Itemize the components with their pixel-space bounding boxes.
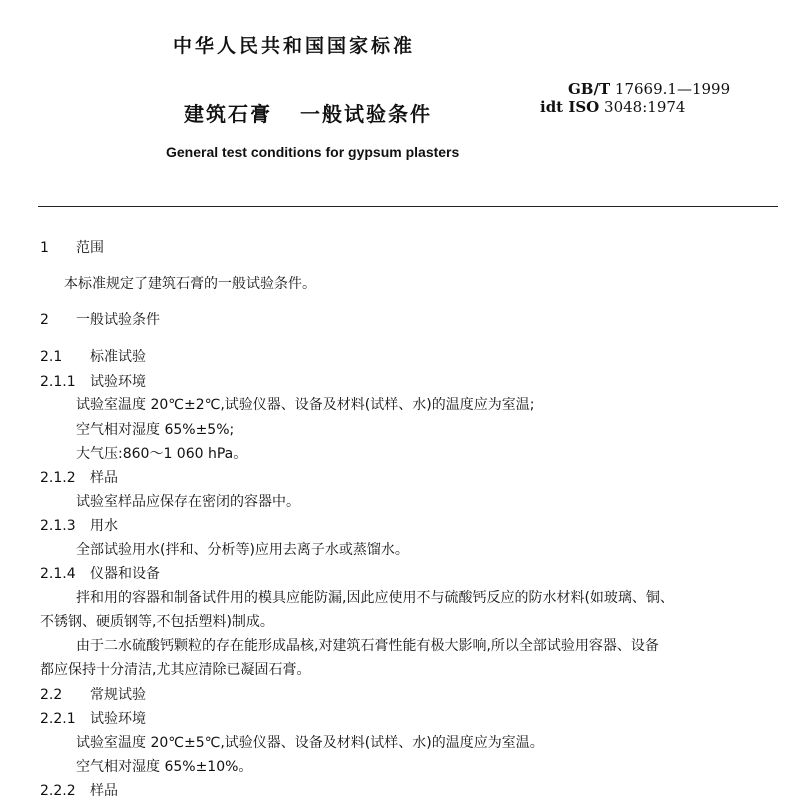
section-2-1-heading [40,346,146,366]
section-2-2-1-heading [40,708,146,728]
idt-prefix: idt ISO [540,98,600,116]
section-2-1-4-para-1-line-1: 拌和用的容器和制备试件用的模具应能防漏,因此应使用不与硫酸钙反应的防水材料(如玻璃、铜、 [76,590,674,606]
section-2-1-1-line-2: 空气相对湿度 65%±5%; [76,422,235,438]
section-title: 试验环境 [90,711,146,727]
document-title-cn [184,98,432,127]
section-title: 范围 [76,240,104,256]
section-title: 一般试验条件 [76,312,160,328]
section-2-1-4-para-1-line-2: 不锈钢、硬质钢等,不包括塑料)制成。 [40,614,274,630]
section-title: 试验环境 [90,374,146,390]
section-number: 2 [40,312,49,328]
section-title: 样品 [90,783,118,799]
section-number: 1 [40,240,49,256]
standard-number [568,80,730,98]
standard-number-prefix: GB/T [568,80,611,98]
section-1-heading [40,237,104,257]
section-title: 常规试验 [90,687,146,703]
title-part2: 一般试验条件 [300,102,432,126]
section-2-1-2-heading [40,467,118,487]
section-number: 2.1.1 [40,374,76,390]
country-standard-header: 中华人民共和国国家标准 [173,35,416,57]
section-title: 仪器和设备 [90,566,160,582]
section-number: 2.1.3 [40,518,76,534]
section-2-1-1-line-1: 试验室温度 20℃±2℃,试验仪器、设备及材料(试样、水)的温度应为室温; [76,397,535,413]
section-title: 用水 [90,518,118,534]
section-title: 标准试验 [90,349,146,365]
section-number: 2.2 [40,687,63,703]
section-2-1-4-para-2-line-2: 都应保持十分清洁,尤其应清除已凝固石膏。 [40,662,311,678]
title-part1: 建筑石膏 [184,102,272,126]
section-2-1-1-line-3: 大气压:860～1 060 hPa。 [76,446,248,462]
header-divider [38,206,778,207]
section-number: 2.1.4 [40,566,76,582]
section-number: 2.2.1 [40,711,76,727]
section-2-1-4-para-2-line-1: 由于二水硫酸钙颗粒的存在能形成晶核,对建筑石膏性能有极大影响,所以全部试验用容器、设备 [76,638,659,654]
section-2-2-1-line-1: 试验室温度 20℃±5℃,试验仪器、设备及材料(试样、水)的温度应为室温。 [76,735,544,751]
section-number: 2.1.2 [40,470,76,486]
section-title: 样品 [90,470,118,486]
document-title-en: General test conditions for gypsum plasters [166,144,460,160]
section-2-heading [40,309,160,329]
section-1-text: 本标准规定了建筑石膏的一般试验条件。 [64,276,316,292]
section-2-2-2-heading [40,780,118,800]
section-2-1-4-heading [40,563,160,583]
section-2-2-1-line-2: 空气相对湿度 65%±10%。 [76,759,253,775]
section-number: 2.1 [40,349,63,365]
section-2-2-heading [40,684,146,704]
section-2-1-2-line-1: 试验室样品应保存在密闭的容器中。 [76,494,300,510]
standard-number-value: 17669.1—1999 [614,80,731,98]
section-2-1-1-heading [40,371,146,391]
section-number: 2.2.2 [40,783,76,799]
section-2-1-3-line-1: 全部试验用水(拌和、分析等)应用去离子水或蒸馏水。 [76,542,409,558]
idt-number: 3048:1974 [604,98,686,116]
section-2-1-3-heading [40,515,118,535]
idt-reference [540,98,685,116]
